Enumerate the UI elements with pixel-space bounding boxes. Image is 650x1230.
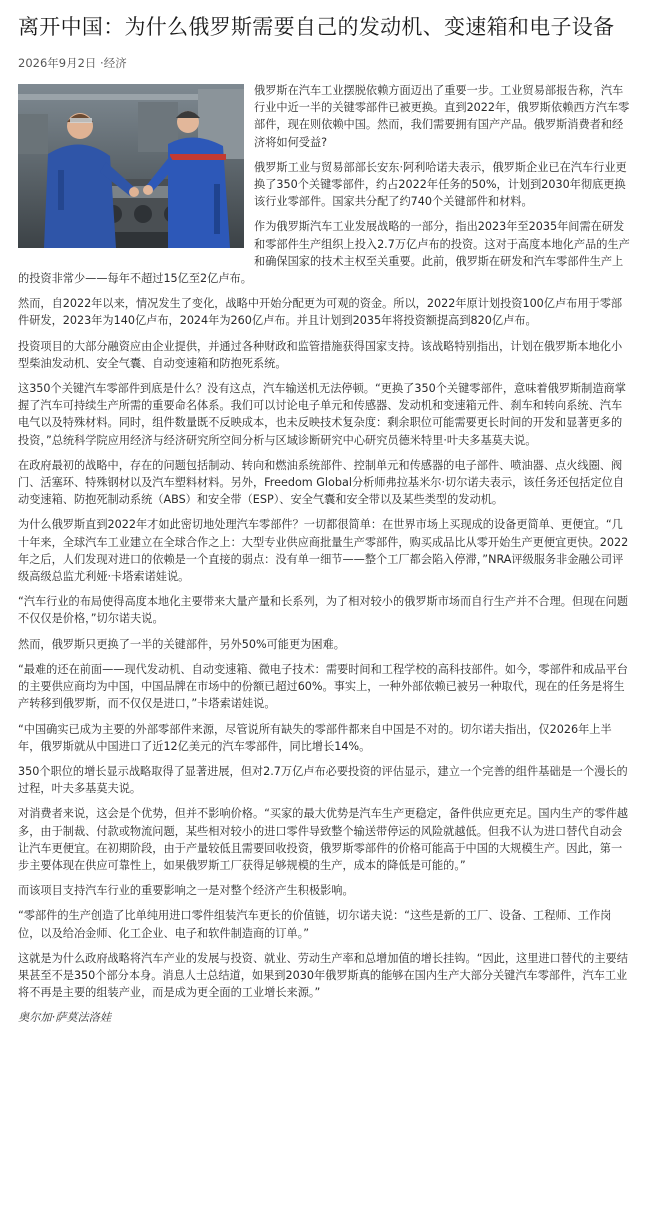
article-body bbox=[18, 82, 632, 1027]
article-paragraph: 然而，自2022年以来，情况发生了变化，战略中开始分配更为可观的资金。所以，2022年原计划投资100亿卢布用于零部件研发，2023年为140亿卢布，2024年为260亿卢布。并且计划到2035年将投资额提高到820亿卢布。 bbox=[18, 297, 623, 328]
article-author: 奥尔加·萨莫法洛娃 bbox=[18, 1011, 112, 1025]
article-paragraph: “中国确实已成为主要的外部零部件来源，尽管说所有缺失的零部件都来自中国是不对的。切尔诺夫指出，仅2026年上半年，俄罗斯就从中国进口了近12亿美元的汽车零部件，同比增长14%。 bbox=[18, 722, 612, 753]
factory-workers-photo bbox=[18, 84, 244, 248]
article-paragraph: “汽车行业的布局使得高度本地化主要带来大量产量和长系列，为了相对较小的俄罗斯市场而自行生产并不合理。但现在问题不仅仅是价格，”切尔诺夫说。 bbox=[18, 595, 628, 626]
article-paragraph: 俄罗斯工业与贸易部部长安东·阿利哈诺夫表示，俄罗斯企业已在汽车行业更换了350个关键零部件，约占2022年任务的50%，计划到2030年彻底更换该行业零部件。国家共分配了约740个关键部件和材料。 bbox=[254, 160, 627, 209]
article-paragraph: 而该项目支持汽车行业的重要影响之一是对整个经济产生积极影响。 bbox=[18, 884, 354, 898]
article-paragraph: 对消费者来说，这会是个优势，但并不影响价格。“买家的最大优势是汽车生产更稳定，备件供应更充足。国内生产的零件越多，由于制裁、付款或物流问题，某些相对较小的进口零件导致整个输送带停运的风险就越低。但我不认为进口替代自动会让汽车更便宜。在初期阶段，由于产量较低且需要回收投资，俄罗斯零部件的价格可能高于中国的大规模生产。因此，第一步主要体现在供应可靠性上，如果俄罗斯工厂获得足够规模的生产，成本的降低是可能的。” bbox=[18, 807, 628, 872]
article-title: 离开中国：为什么俄罗斯需要自己的发动机、变速箱和电子设备 bbox=[18, 15, 615, 39]
article-paragraph: 在政府最初的战略中，存在的问题包括制动、转向和燃油系统部件、控制单元和传感器的电子部件、喷油器、点火线圈、阀门、活塞环、特殊钢材以及汽车塑料材料。另外，Freedom Global分析师弗拉基米尔·切尔诺夫表示，该任务还包括定位自动变速箱、防抱死制动系统（ABS）和安全带（ESP）、安全气囊和安全带以及某些类型的发动机。 bbox=[18, 458, 625, 507]
article-meta: 2026年9月2日 ·经济 bbox=[18, 56, 127, 70]
article-paragraph: 然而，俄罗斯只更换了一半的关键部件，另外50%可能更为困难。 bbox=[18, 637, 345, 651]
article-paragraph: 这350个关键汽车零部件到底是什么？没有这点，汽车输送机无法停顿。“更换了350个关键零部件，意味着俄罗斯制造商掌握了汽车可持续生产所需的重要命名体系。我们可以讨论电子单元和传感器、发动机和变速箱元件、刹车和转向系统、汽车电气以及特殊材料。同时，组件数量既不反映成本，也未反映技术复杂度：剩余职位可能需要更长时间的开发和显著更多的投资，”总统科学院应用经济与经济研究所空间分析与区域诊断研究中心研究员德米特里·叶夫多基莫夫说。 bbox=[18, 382, 626, 447]
article-paragraph: 作为俄罗斯汽车工业发展战略的一部分，指出2023年至2035年间需在研发和零部件生产组织上投入2.7万亿卢布的投资。这对于高度本地化产品的生产和确保国家的技术主权至关重要。此前，俄罗斯在研发和汽车零部件生产上的投资非常少——每年不超过15亿至2亿卢布。 bbox=[18, 220, 630, 286]
article-paragraph: “最难的还在前面——现代发动机、自动变速箱、微电子技术：需要时间和工程学校的高科技部件。如今，零部件和成品平台的主要供应商均为中国，中国品牌在市场中的份额已超过60%。事实上，一种外部依赖已被另一种取代，现在的任务是将生产转移到俄罗斯，而不仅仅是进口，”卡塔索诺娃说。 bbox=[18, 662, 628, 711]
article-paragraph: 投资项目的大部分融资应由企业提供，并通过各种财政和监管措施获得国家支持。该战略特别指出，计划在俄罗斯本地化小型柴油发动机、安全气囊、自动变速箱和防抱死系统。 bbox=[18, 339, 623, 370]
article-paragraph: 这就是为什么政府战略将汽车产业的发展与投资、就业、劳动生产率和总增加值的增长挂钩。“因此，这里进口替代的主要结果甚至不是350个部分本身。消息人士总结道，如果到2030年俄罗斯真的能够在国内生产大部分关键汽车零部件，汽车工业将不再是主要的组装产业，而是成为更全面的工业增长来源。” bbox=[18, 951, 628, 1000]
article-paragraph: 为什么俄罗斯直到2022年才如此密切地处理汽车零部件？一切都很简单：在世界市场上买现成的设备更简单、更便宜。“几十年来，全球汽车工业建立在全球合作之上：大型专业供应商批量生产零部件，购买成品比从零开始生产更便宜更快。2022年之后，人们发现对进口的依赖是一个直接的弱点：没有单一细节——整个工厂都会陷入停滞，”NRA评级服务非金融公司评级高级总监尤利娅·卡塔索诺娃说。 bbox=[18, 518, 629, 584]
article-paragraph: “零部件的生产创造了比单纯用进口零件组装汽车更长的价值链，切尔诺夫说：“这些是新的工厂、设备、工程师、工作岗位，以及给冶金师、化工企业、电子和软件制造商的订单。” bbox=[18, 909, 612, 940]
article-paragraph: 350个职位的增长显示战略取得了显著进展，但对2.7万亿卢布必要投资的评估显示，建立一个完善的组件基础是一个漫长的过程，叶夫多基莫夫说。 bbox=[18, 764, 628, 796]
article-paragraph: 俄罗斯在汽车工业摆脱依赖方面迈出了重要一步。工业贸易部报告称，汽车行业中近一半的关键零部件已被更换。直到2022年，俄罗斯依赖西方汽车零部件，现在则依赖中国。然而，我们需要拥有国产产品。俄罗斯消费者和经济将如何受益? bbox=[254, 84, 630, 149]
